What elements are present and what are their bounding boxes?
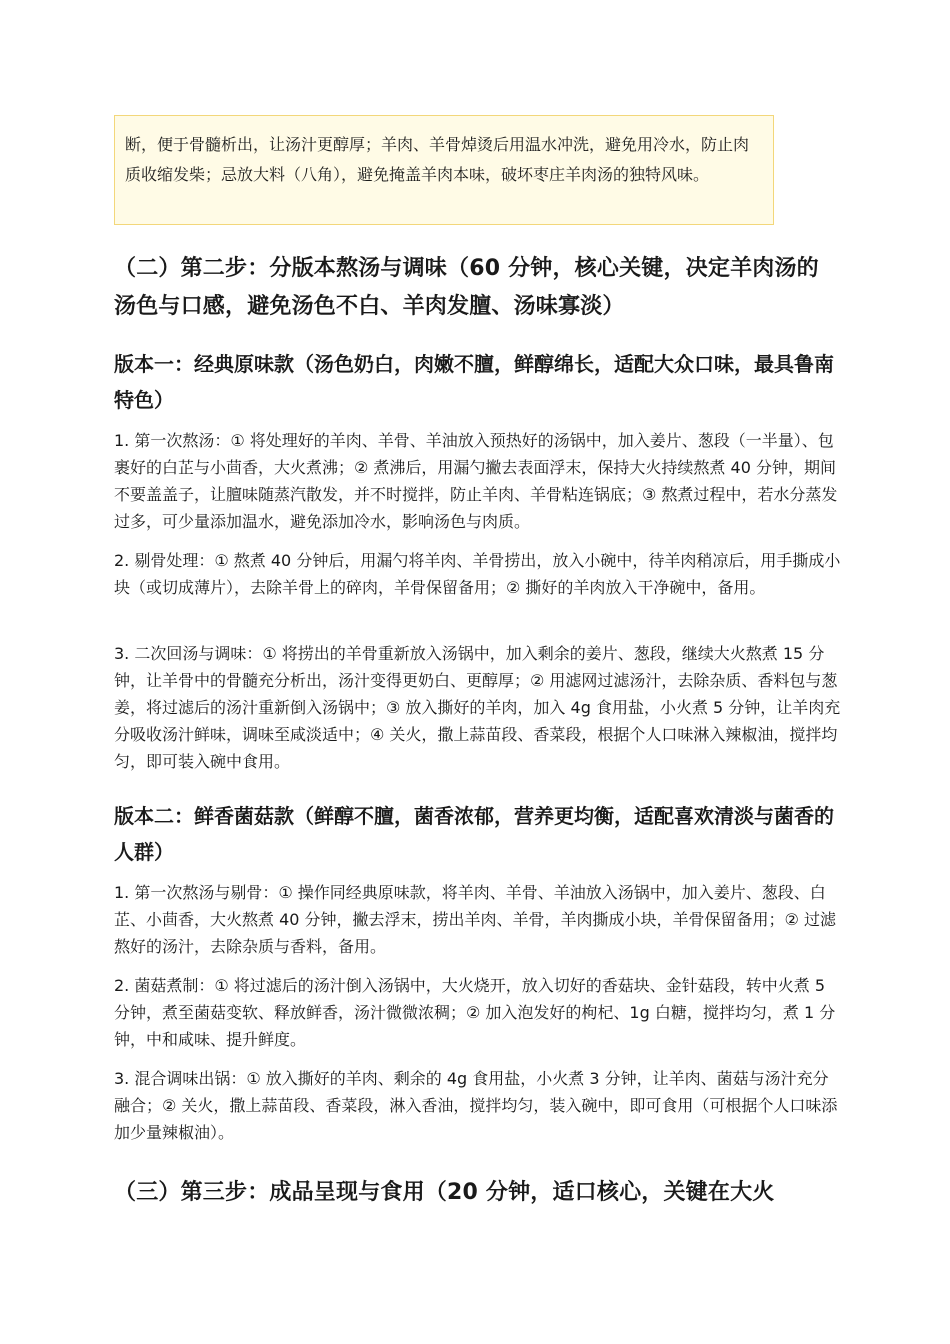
version1-step-1: 1. 第一次熬汤：① 将处理好的羊肉、羊骨、羊油放入预热好的汤锅中，加入姜片、葱段（一半量）、包裹好的白芷与小茴香，大火煮沸；② 煮沸后，用漏勺撇去表面浮末，保持大火持续熬煮 40 分钟，期间不要盖盖子，让膻味随蒸汽散发，并不时搅拌，防止羊肉、羊骨粘连锅底；③ 熬煮过程中，若水分蒸发过多，可少量添加温水，避免添加冷水，影响汤色与肉质。 — [114, 431, 838, 531]
step2-heading: （二）第二步：分版本熬汤与调味（60 分钟，核心关键，决定羊肉汤的汤色与口感，避免汤色不白、羊肉发膻、汤味寡淡） — [114, 256, 819, 319]
version2-heading: 版本二：鲜香菌菇款（鲜醇不膻，菌香浓郁，营养更均衡，适配喜欢清淡与菌香的人群） — [114, 804, 834, 864]
step3-heading: （三）第三步：成品呈现与食用（20 分钟，适口核心，关键在大火 — [114, 1180, 775, 1205]
tip-callout-box — [114, 115, 774, 225]
version1-step-3: 3. 二次回汤与调味：① 将捞出的羊骨重新放入汤锅中，加入剩余的姜片、葱段，继续大火熬煮 15 分钟，让羊骨中的骨髓充分析出，汤汁变得更奶白、更醇厚；② 用滤网过滤汤汁，去除杂质、香料包与葱姜，将过滤后的汤汁重新倒入汤锅中；③ 放入撕好的羊肉，加入 4g 食用盐，小火煮 5 分钟，让羊肉充分吸收汤汁鲜味，调味至咸淡适中；④ 关火，撒上蒜苗段、香菜段，根据个人口味淋入辣椒油，搅拌均匀，即可装入碗中食用。 — [114, 644, 841, 771]
version2-step-1: 1. 第一次熬汤与剔骨：① 操作同经典原味款，将羊肉、羊骨、羊油放入汤锅中，加入姜片、葱段、白芷、小茴香，大火熬煮 40 分钟，撇去浮末，捞出羊肉、羊骨，羊肉撕成小块，羊骨保留备用；② 过滤熬好的汤汁，去除杂质与香料，备用。 — [114, 883, 836, 956]
version1-step-2: 2. 剔骨处理：① 熬煮 40 分钟后，用漏勺将羊肉、羊骨捞出，放入小碗中，待羊肉稍凉后，用手撕成小块（或切成薄片），去除羊骨上的碎肉，羊骨保留备用；② 撕好的羊肉放入干净碗中，备用。 — [114, 551, 841, 597]
version2-step-2: 2. 菌菇煮制：① 将过滤后的汤汁倒入汤锅中，大火烧开，放入切好的香菇块、金针菇段，转中火煮 5 分钟，煮至菌菇变软、释放鲜香，汤汁微微浓稠；② 加入泡发好的枸杞、1g 白糖，搅拌均匀，煮 1 分钟，中和咸味、提升鲜度。 — [114, 976, 836, 1049]
version2-step-3: 3. 混合调味出锅：① 放入撕好的羊肉、剩余的 4g 食用盐，小火煮 3 分钟，让羊肉、菌菇与汤汁充分融合；② 关火，撒上蒜苗段、香菜段，淋入香油，搅拌均匀，装入碗中，即可食用（可根据个人口味添加少量辣椒油）。 — [114, 1069, 838, 1142]
tip-callout-text: 断，便于骨髓析出，让汤汁更醇厚；羊肉、羊骨焯烫后用温水冲洗，避免用冷水，防止肉质收缩发柴；忌放大料（八角），避免掩盖羊肉本味，破坏枣庄羊肉汤的独特风味。 — [125, 135, 750, 184]
version1-heading: 版本一：经典原味款（汤色奶白，肉嫩不膻，鲜醇绵长，适配大众口味，最具鲁南特色） — [114, 352, 834, 412]
